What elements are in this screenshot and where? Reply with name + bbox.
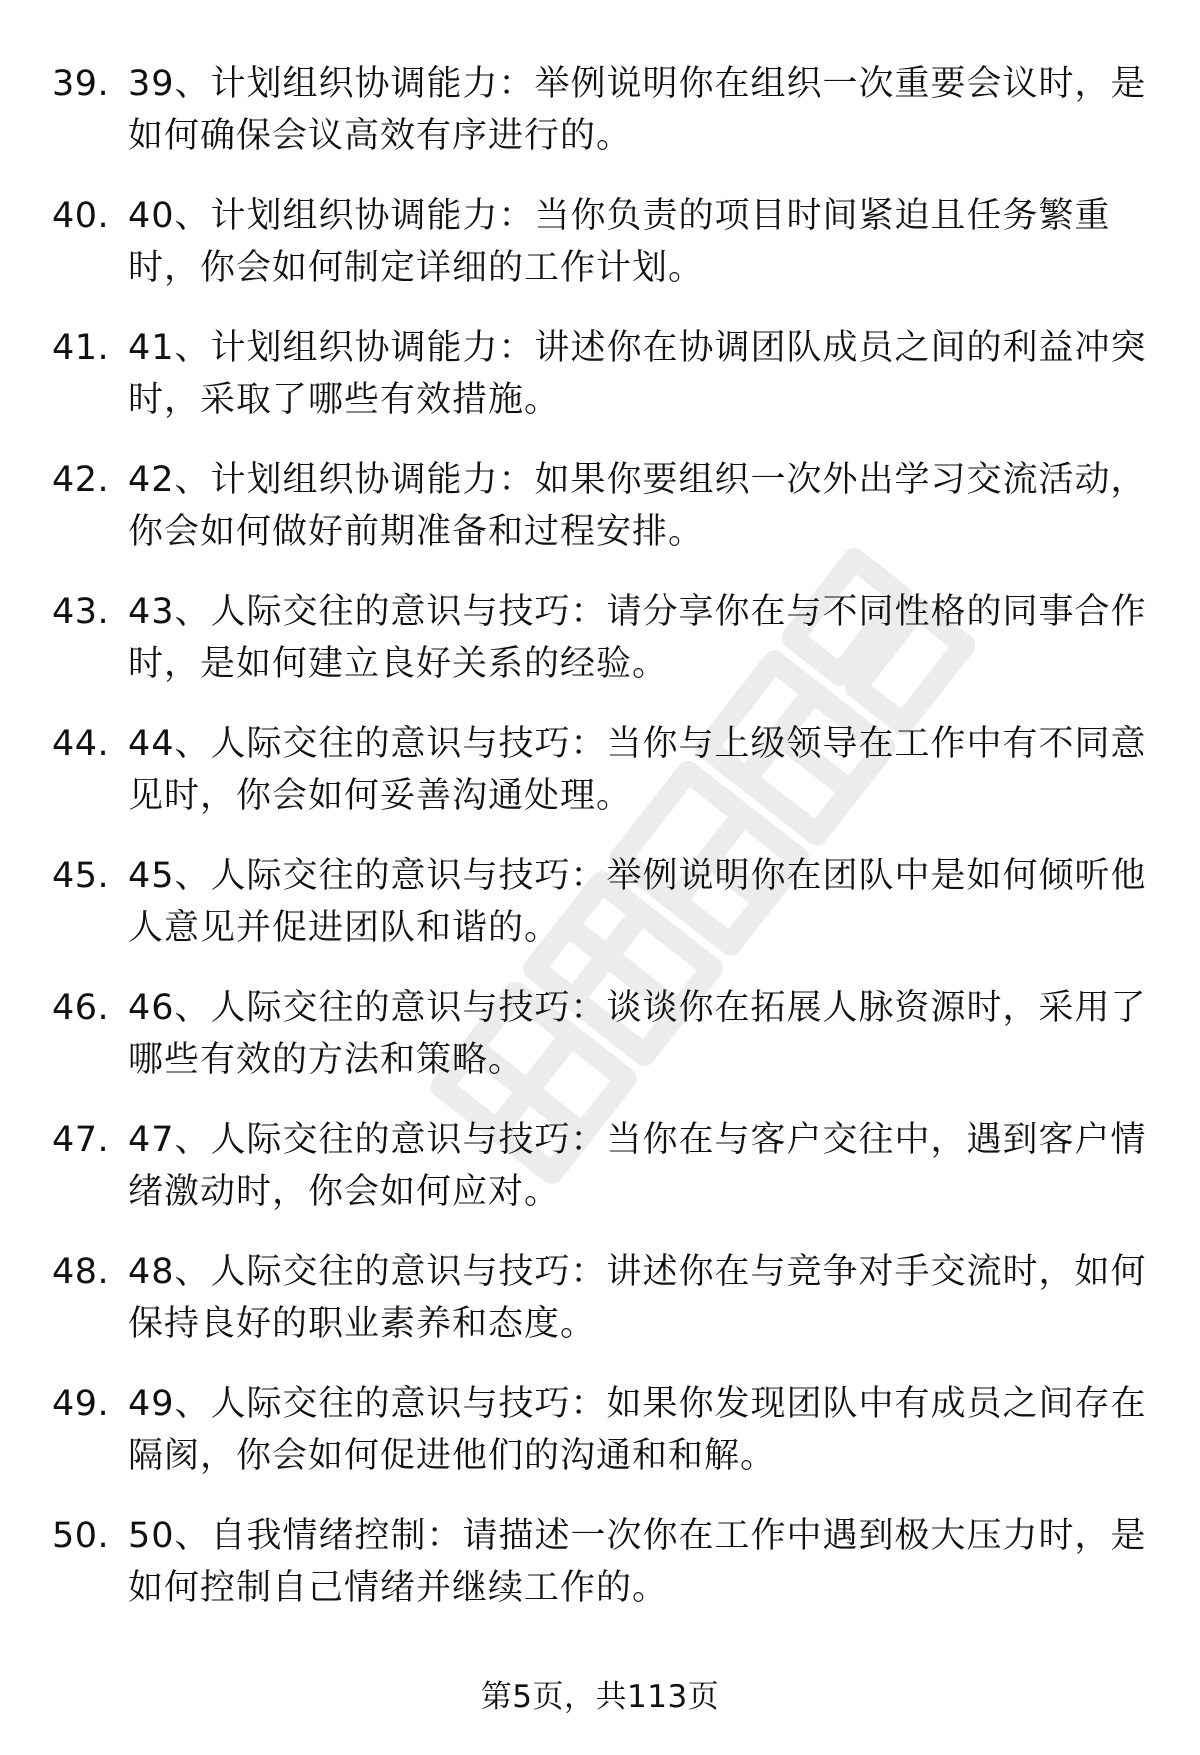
list-item	[0, 718, 1200, 850]
item-number: 42.	[52, 460, 110, 500]
item-number: 48.	[52, 1252, 110, 1292]
item-number: 45.	[52, 856, 110, 896]
item-text: 44、人际交往的意识与技巧：当你与上级领导在工作中有不同意见时，你会如何妥善沟通处理。	[128, 724, 1147, 816]
list-item	[0, 190, 1200, 322]
item-number: 46.	[52, 988, 110, 1028]
list-item	[0, 1510, 1200, 1642]
item-text: 40、计划组织协调能力：当你负责的项目时间紧迫且任务繁重时，你会如何制定详细的工作计划。	[128, 196, 1111, 288]
item-number: 39.	[52, 64, 110, 104]
item-text: 46、人际交往的意识与技巧：谈谈你在拓展人脉资源时，采用了哪些有效的方法和策略。	[128, 988, 1147, 1080]
page-footer: 第5页，共113页	[480, 1679, 720, 1715]
list-item	[0, 454, 1200, 586]
item-text: 47、人际交往的意识与技巧：当你在与客户交往中，遇到客户情绪激动时，你会如何应对。	[128, 1120, 1147, 1212]
item-text: 39、计划组织协调能力：举例说明你在组织一次重要会议时，是如何确保会议高效有序进行的。	[128, 64, 1147, 156]
item-number: 50.	[52, 1516, 110, 1556]
list-item	[0, 1114, 1200, 1246]
list-item	[0, 1378, 1200, 1510]
item-text: 49、人际交往的意识与技巧：如果你发现团队中有成员之间存在隔阂，你会如何促进他们的沟通和和解。	[128, 1384, 1147, 1476]
item-number: 43.	[52, 592, 110, 632]
list-item	[0, 982, 1200, 1114]
item-number: 41.	[52, 328, 110, 368]
item-text: 43、人际交往的意识与技巧：请分享你在与不同性格的同事合作时，是如何建立良好关系的经验。	[128, 592, 1147, 684]
list-item	[0, 850, 1200, 982]
list-item	[0, 322, 1200, 454]
item-text: 48、人际交往的意识与技巧：讲述你在与竞争对手交流时，如何保持良好的职业素养和态度。	[128, 1252, 1147, 1344]
item-text: 45、人际交往的意识与技巧：举例说明你在团队中是如何倾听他人意见并促进团队和谐的。	[128, 856, 1147, 948]
item-text: 42、计划组织协调能力：如果你要组织一次外出学习交流活动，你会如何做好前期准备和过程安排。	[128, 460, 1147, 552]
question-list	[0, 58, 1200, 1642]
list-item	[0, 1246, 1200, 1378]
list-item	[0, 586, 1200, 718]
item-number: 49.	[52, 1384, 110, 1424]
item-number: 47.	[52, 1120, 110, 1160]
item-number: 40.	[52, 196, 110, 236]
item-text: 50、自我情绪控制：请描述一次你在工作中遇到极大压力时，是如何控制自己情绪并继续工作的。	[128, 1516, 1147, 1608]
item-text: 41、计划组织协调能力：讲述你在协调团队成员之间的利益冲突时，采取了哪些有效措施。	[128, 328, 1147, 420]
list-item	[0, 58, 1200, 190]
item-number: 44.	[52, 724, 110, 764]
